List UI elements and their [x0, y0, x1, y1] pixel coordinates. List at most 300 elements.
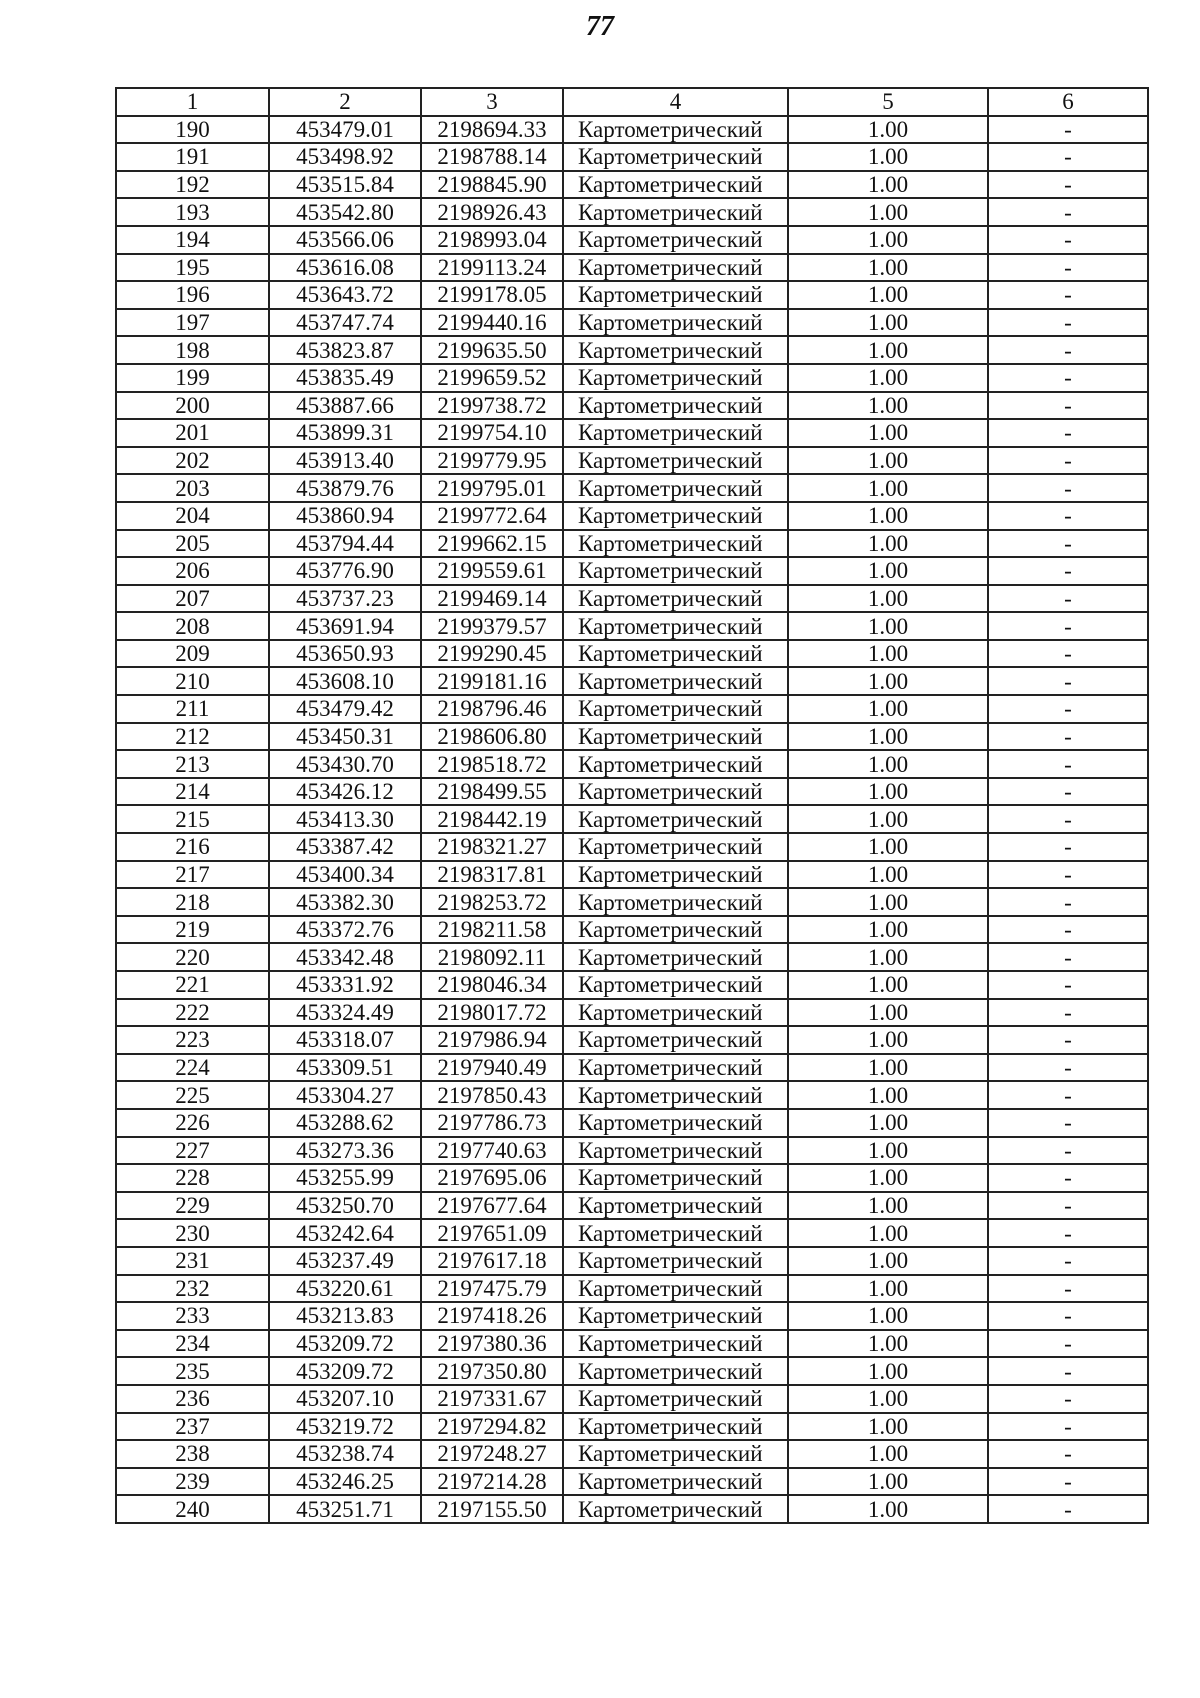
y-coordinate-cell: 2199754.10 [421, 419, 563, 447]
table-row [116, 640, 1148, 668]
note-cell: - [988, 226, 1148, 254]
method-cell: Картометрический [563, 1137, 788, 1165]
x-coordinate-cell: 453426.12 [269, 778, 421, 806]
point-number-cell: 201 [116, 419, 269, 447]
point-number-cell: 193 [116, 198, 269, 226]
note-cell: - [988, 585, 1148, 613]
point-number-cell: 207 [116, 585, 269, 613]
x-coordinate-cell: 453823.87 [269, 336, 421, 364]
y-coordinate-cell: 2199659.52 [421, 364, 563, 392]
table-row [116, 1413, 1148, 1441]
x-coordinate-cell: 453207.10 [269, 1385, 421, 1413]
accuracy-cell: 1.00 [788, 1413, 988, 1441]
x-coordinate-cell: 453776.90 [269, 557, 421, 585]
accuracy-cell: 1.00 [788, 1357, 988, 1385]
x-coordinate-cell: 453255.99 [269, 1164, 421, 1192]
table-row [116, 116, 1148, 144]
x-coordinate-cell: 453372.76 [269, 916, 421, 944]
accuracy-cell: 1.00 [788, 392, 988, 420]
y-coordinate-cell: 2198518.72 [421, 750, 563, 778]
accuracy-cell: 1.00 [788, 1026, 988, 1054]
x-coordinate-cell: 453209.72 [269, 1357, 421, 1385]
note-cell: - [988, 143, 1148, 171]
y-coordinate-cell: 2197850.43 [421, 1081, 563, 1109]
accuracy-cell: 1.00 [788, 640, 988, 668]
table-row [116, 419, 1148, 447]
x-coordinate-cell: 453450.31 [269, 723, 421, 751]
y-coordinate-cell: 2198845.90 [421, 171, 563, 199]
y-coordinate-cell: 2198017.72 [421, 999, 563, 1027]
x-coordinate-cell: 453304.27 [269, 1081, 421, 1109]
table-row [116, 695, 1148, 723]
note-cell: - [988, 336, 1148, 364]
note-cell: - [988, 1385, 1148, 1413]
coordinates-table [115, 87, 1149, 1524]
y-coordinate-cell: 2197248.27 [421, 1440, 563, 1468]
method-cell: Картометрический [563, 1275, 788, 1303]
y-coordinate-cell: 2198321.27 [421, 833, 563, 861]
accuracy-cell: 1.00 [788, 667, 988, 695]
y-coordinate-cell: 2197740.63 [421, 1137, 563, 1165]
table-row [116, 971, 1148, 999]
table-row [116, 254, 1148, 282]
x-coordinate-cell: 453643.72 [269, 281, 421, 309]
accuracy-cell: 1.00 [788, 805, 988, 833]
y-coordinate-cell: 2198926.43 [421, 198, 563, 226]
method-cell: Картометрический [563, 1468, 788, 1496]
method-cell: Картометрический [563, 198, 788, 226]
method-cell: Картометрический [563, 364, 788, 392]
table-header-row [116, 88, 1148, 116]
accuracy-cell: 1.00 [788, 530, 988, 558]
point-number-cell: 222 [116, 999, 269, 1027]
note-cell: - [988, 254, 1148, 282]
method-cell: Картометрический [563, 392, 788, 420]
note-cell: - [988, 778, 1148, 806]
y-coordinate-cell: 2198253.72 [421, 888, 563, 916]
x-coordinate-cell: 453835.49 [269, 364, 421, 392]
y-coordinate-cell: 2199178.05 [421, 281, 563, 309]
y-coordinate-cell: 2199779.95 [421, 447, 563, 475]
accuracy-cell: 1.00 [788, 612, 988, 640]
note-cell: - [988, 502, 1148, 530]
column-header: 5 [788, 88, 988, 116]
table-row [116, 1054, 1148, 1082]
point-number-cell: 200 [116, 392, 269, 420]
accuracy-cell: 1.00 [788, 1054, 988, 1082]
method-cell: Картометрический [563, 254, 788, 282]
method-cell: Картометрический [563, 778, 788, 806]
method-cell: Картометрический [563, 336, 788, 364]
accuracy-cell: 1.00 [788, 474, 988, 502]
point-number-cell: 216 [116, 833, 269, 861]
point-number-cell: 229 [116, 1192, 269, 1220]
x-coordinate-cell: 453246.25 [269, 1468, 421, 1496]
accuracy-cell: 1.00 [788, 1247, 988, 1275]
point-number-cell: 221 [116, 971, 269, 999]
table-row [116, 530, 1148, 558]
y-coordinate-cell: 2198211.58 [421, 916, 563, 944]
method-cell: Картометрический [563, 1440, 788, 1468]
table-row [116, 999, 1148, 1027]
table-row [116, 1081, 1148, 1109]
method-cell: Картометрический [563, 143, 788, 171]
y-coordinate-cell: 2197294.82 [421, 1413, 563, 1441]
method-cell: Картометрический [563, 1164, 788, 1192]
method-cell: Картометрический [563, 1385, 788, 1413]
y-coordinate-cell: 2199559.61 [421, 557, 563, 585]
y-coordinate-cell: 2198788.14 [421, 143, 563, 171]
x-coordinate-cell: 453479.01 [269, 116, 421, 144]
point-number-cell: 236 [116, 1385, 269, 1413]
table-row [116, 805, 1148, 833]
x-coordinate-cell: 453400.34 [269, 861, 421, 889]
table-row [116, 1247, 1148, 1275]
page-number: 77 [586, 11, 614, 42]
note-cell: - [988, 750, 1148, 778]
point-number-cell: 220 [116, 943, 269, 971]
x-coordinate-cell: 453251.71 [269, 1495, 421, 1523]
method-cell: Картометрический [563, 502, 788, 530]
note-cell: - [988, 1275, 1148, 1303]
point-number-cell: 214 [116, 778, 269, 806]
note-cell: - [988, 1495, 1148, 1523]
point-number-cell: 235 [116, 1357, 269, 1385]
y-coordinate-cell: 2199290.45 [421, 640, 563, 668]
note-cell: - [988, 1413, 1148, 1441]
y-coordinate-cell: 2199181.16 [421, 667, 563, 695]
accuracy-cell: 1.00 [788, 447, 988, 475]
method-cell: Картометрический [563, 1192, 788, 1220]
note-cell: - [988, 116, 1148, 144]
accuracy-cell: 1.00 [788, 1468, 988, 1496]
table-row [116, 1137, 1148, 1165]
note-cell: - [988, 1081, 1148, 1109]
y-coordinate-cell: 2199379.57 [421, 612, 563, 640]
accuracy-cell: 1.00 [788, 916, 988, 944]
x-coordinate-cell: 453219.72 [269, 1413, 421, 1441]
table-row [116, 1275, 1148, 1303]
point-number-cell: 213 [116, 750, 269, 778]
x-coordinate-cell: 453342.48 [269, 943, 421, 971]
method-cell: Картометрический [563, 171, 788, 199]
table-row [116, 309, 1148, 337]
x-coordinate-cell: 453324.49 [269, 999, 421, 1027]
note-cell: - [988, 888, 1148, 916]
point-number-cell: 196 [116, 281, 269, 309]
point-number-cell: 239 [116, 1468, 269, 1496]
table-body [116, 116, 1148, 1523]
method-cell: Картометрический [563, 999, 788, 1027]
point-number-cell: 211 [116, 695, 269, 723]
table-row [116, 1385, 1148, 1413]
point-number-cell: 230 [116, 1219, 269, 1247]
table-row [116, 1440, 1148, 1468]
point-number-cell: 194 [116, 226, 269, 254]
note-cell: - [988, 364, 1148, 392]
note-cell: - [988, 1357, 1148, 1385]
note-cell: - [988, 530, 1148, 558]
y-coordinate-cell: 2197940.49 [421, 1054, 563, 1082]
table-row [116, 1302, 1148, 1330]
accuracy-cell: 1.00 [788, 309, 988, 337]
method-cell: Картометрический [563, 447, 788, 475]
x-coordinate-cell: 453879.76 [269, 474, 421, 502]
accuracy-cell: 1.00 [788, 143, 988, 171]
method-cell: Картометрический [563, 474, 788, 502]
note-cell: - [988, 1137, 1148, 1165]
accuracy-cell: 1.00 [788, 116, 988, 144]
method-cell: Картометрический [563, 723, 788, 751]
x-coordinate-cell: 453288.62 [269, 1109, 421, 1137]
point-number-cell: 228 [116, 1164, 269, 1192]
point-number-cell: 231 [116, 1247, 269, 1275]
y-coordinate-cell: 2198606.80 [421, 723, 563, 751]
accuracy-cell: 1.00 [788, 750, 988, 778]
y-coordinate-cell: 2198796.46 [421, 695, 563, 723]
note-cell: - [988, 667, 1148, 695]
y-coordinate-cell: 2198442.19 [421, 805, 563, 833]
method-cell: Картометрический [563, 530, 788, 558]
table-row [116, 1330, 1148, 1358]
method-cell: Картометрический [563, 667, 788, 695]
note-cell: - [988, 640, 1148, 668]
method-cell: Картометрический [563, 1054, 788, 1082]
table-row [116, 723, 1148, 751]
x-coordinate-cell: 453430.70 [269, 750, 421, 778]
method-cell: Картометрический [563, 281, 788, 309]
table-row [116, 943, 1148, 971]
accuracy-cell: 1.00 [788, 171, 988, 199]
note-cell: - [988, 1247, 1148, 1275]
accuracy-cell: 1.00 [788, 971, 988, 999]
method-cell: Картометрический [563, 1219, 788, 1247]
note-cell: - [988, 695, 1148, 723]
method-cell: Картометрический [563, 612, 788, 640]
method-cell: Картометрический [563, 888, 788, 916]
accuracy-cell: 1.00 [788, 999, 988, 1027]
table-row [116, 778, 1148, 806]
x-coordinate-cell: 453515.84 [269, 171, 421, 199]
y-coordinate-cell: 2198499.55 [421, 778, 563, 806]
table-row [116, 198, 1148, 226]
method-cell: Картометрический [563, 1026, 788, 1054]
note-cell: - [988, 805, 1148, 833]
point-number-cell: 224 [116, 1054, 269, 1082]
y-coordinate-cell: 2197331.67 [421, 1385, 563, 1413]
y-coordinate-cell: 2199440.16 [421, 309, 563, 337]
x-coordinate-cell: 453887.66 [269, 392, 421, 420]
method-cell: Картометрический [563, 916, 788, 944]
x-coordinate-cell: 453331.92 [269, 971, 421, 999]
table-row [116, 502, 1148, 530]
table-row [116, 833, 1148, 861]
y-coordinate-cell: 2199662.15 [421, 530, 563, 558]
point-number-cell: 202 [116, 447, 269, 475]
x-coordinate-cell: 453250.70 [269, 1192, 421, 1220]
table-row [116, 392, 1148, 420]
table-row [116, 1164, 1148, 1192]
method-cell: Картометрический [563, 833, 788, 861]
point-number-cell: 195 [116, 254, 269, 282]
x-coordinate-cell: 453220.61 [269, 1275, 421, 1303]
y-coordinate-cell: 2197695.06 [421, 1164, 563, 1192]
column-header: 4 [563, 88, 788, 116]
table-row [116, 1026, 1148, 1054]
method-cell: Картометрический [563, 1357, 788, 1385]
table-row [116, 336, 1148, 364]
y-coordinate-cell: 2198092.11 [421, 943, 563, 971]
method-cell: Картометрический [563, 1081, 788, 1109]
x-coordinate-cell: 453747.74 [269, 309, 421, 337]
note-cell: - [988, 1109, 1148, 1137]
point-number-cell: 210 [116, 667, 269, 695]
note-cell: - [988, 916, 1148, 944]
x-coordinate-cell: 453387.42 [269, 833, 421, 861]
accuracy-cell: 1.00 [788, 1081, 988, 1109]
accuracy-cell: 1.00 [788, 585, 988, 613]
table-row [116, 916, 1148, 944]
table-row [116, 1219, 1148, 1247]
x-coordinate-cell: 453498.92 [269, 143, 421, 171]
accuracy-cell: 1.00 [788, 723, 988, 751]
note-cell: - [988, 999, 1148, 1027]
point-number-cell: 192 [116, 171, 269, 199]
accuracy-cell: 1.00 [788, 1495, 988, 1523]
accuracy-cell: 1.00 [788, 1137, 988, 1165]
accuracy-cell: 1.00 [788, 1164, 988, 1192]
point-number-cell: 191 [116, 143, 269, 171]
note-cell: - [988, 1026, 1148, 1054]
point-number-cell: 209 [116, 640, 269, 668]
x-coordinate-cell: 453309.51 [269, 1054, 421, 1082]
table-row [116, 1468, 1148, 1496]
x-coordinate-cell: 453318.07 [269, 1026, 421, 1054]
table-row [116, 447, 1148, 475]
table-row [116, 143, 1148, 171]
x-coordinate-cell: 453616.08 [269, 254, 421, 282]
x-coordinate-cell: 453479.42 [269, 695, 421, 723]
accuracy-cell: 1.00 [788, 695, 988, 723]
y-coordinate-cell: 2199738.72 [421, 392, 563, 420]
accuracy-cell: 1.00 [788, 1302, 988, 1330]
accuracy-cell: 1.00 [788, 281, 988, 309]
accuracy-cell: 1.00 [788, 1330, 988, 1358]
x-coordinate-cell: 453860.94 [269, 502, 421, 530]
method-cell: Картометрический [563, 943, 788, 971]
method-cell: Картометрический [563, 750, 788, 778]
note-cell: - [988, 971, 1148, 999]
y-coordinate-cell: 2198694.33 [421, 116, 563, 144]
y-coordinate-cell: 2197475.79 [421, 1275, 563, 1303]
y-coordinate-cell: 2199772.64 [421, 502, 563, 530]
y-coordinate-cell: 2197677.64 [421, 1192, 563, 1220]
table-row [116, 750, 1148, 778]
point-number-cell: 206 [116, 557, 269, 585]
accuracy-cell: 1.00 [788, 1109, 988, 1137]
note-cell: - [988, 861, 1148, 889]
x-coordinate-cell: 453608.10 [269, 667, 421, 695]
y-coordinate-cell: 2198993.04 [421, 226, 563, 254]
note-cell: - [988, 557, 1148, 585]
accuracy-cell: 1.00 [788, 1440, 988, 1468]
point-number-cell: 237 [116, 1413, 269, 1441]
accuracy-cell: 1.00 [788, 833, 988, 861]
y-coordinate-cell: 2197617.18 [421, 1247, 563, 1275]
method-cell: Картометрический [563, 1330, 788, 1358]
method-cell: Картометрический [563, 1247, 788, 1275]
note-cell: - [988, 1302, 1148, 1330]
point-number-cell: 226 [116, 1109, 269, 1137]
table-row [116, 585, 1148, 613]
point-number-cell: 205 [116, 530, 269, 558]
x-coordinate-cell: 453542.80 [269, 198, 421, 226]
note-cell: - [988, 309, 1148, 337]
point-number-cell: 208 [116, 612, 269, 640]
method-cell: Картометрический [563, 226, 788, 254]
point-number-cell: 197 [116, 309, 269, 337]
table-row [116, 667, 1148, 695]
point-number-cell: 199 [116, 364, 269, 392]
x-coordinate-cell: 453237.49 [269, 1247, 421, 1275]
point-number-cell: 234 [116, 1330, 269, 1358]
method-cell: Картометрический [563, 1109, 788, 1137]
y-coordinate-cell: 2197155.50 [421, 1495, 563, 1523]
point-number-cell: 227 [116, 1137, 269, 1165]
point-number-cell: 215 [116, 805, 269, 833]
column-header: 2 [269, 88, 421, 116]
note-cell: - [988, 281, 1148, 309]
point-number-cell: 219 [116, 916, 269, 944]
table-row [116, 612, 1148, 640]
table-row [116, 171, 1148, 199]
point-number-cell: 223 [116, 1026, 269, 1054]
y-coordinate-cell: 2197986.94 [421, 1026, 563, 1054]
x-coordinate-cell: 453650.93 [269, 640, 421, 668]
accuracy-cell: 1.00 [788, 1192, 988, 1220]
note-cell: - [988, 943, 1148, 971]
accuracy-cell: 1.00 [788, 364, 988, 392]
column-header: 6 [988, 88, 1148, 116]
y-coordinate-cell: 2197418.26 [421, 1302, 563, 1330]
x-coordinate-cell: 453273.36 [269, 1137, 421, 1165]
note-cell: - [988, 1192, 1148, 1220]
accuracy-cell: 1.00 [788, 1385, 988, 1413]
x-coordinate-cell: 453794.44 [269, 530, 421, 558]
table-row [116, 861, 1148, 889]
table-row [116, 888, 1148, 916]
y-coordinate-cell: 2199635.50 [421, 336, 563, 364]
point-number-cell: 217 [116, 861, 269, 889]
note-cell: - [988, 474, 1148, 502]
note-cell: - [988, 419, 1148, 447]
point-number-cell: 233 [116, 1302, 269, 1330]
x-coordinate-cell: 453413.30 [269, 805, 421, 833]
accuracy-cell: 1.00 [788, 254, 988, 282]
y-coordinate-cell: 2197380.36 [421, 1330, 563, 1358]
accuracy-cell: 1.00 [788, 1219, 988, 1247]
accuracy-cell: 1.00 [788, 226, 988, 254]
method-cell: Картометрический [563, 971, 788, 999]
accuracy-cell: 1.00 [788, 502, 988, 530]
note-cell: - [988, 612, 1148, 640]
method-cell: Картометрический [563, 695, 788, 723]
table-row [116, 474, 1148, 502]
x-coordinate-cell: 453691.94 [269, 612, 421, 640]
note-cell: - [988, 1440, 1148, 1468]
y-coordinate-cell: 2199795.01 [421, 474, 563, 502]
point-number-cell: 203 [116, 474, 269, 502]
